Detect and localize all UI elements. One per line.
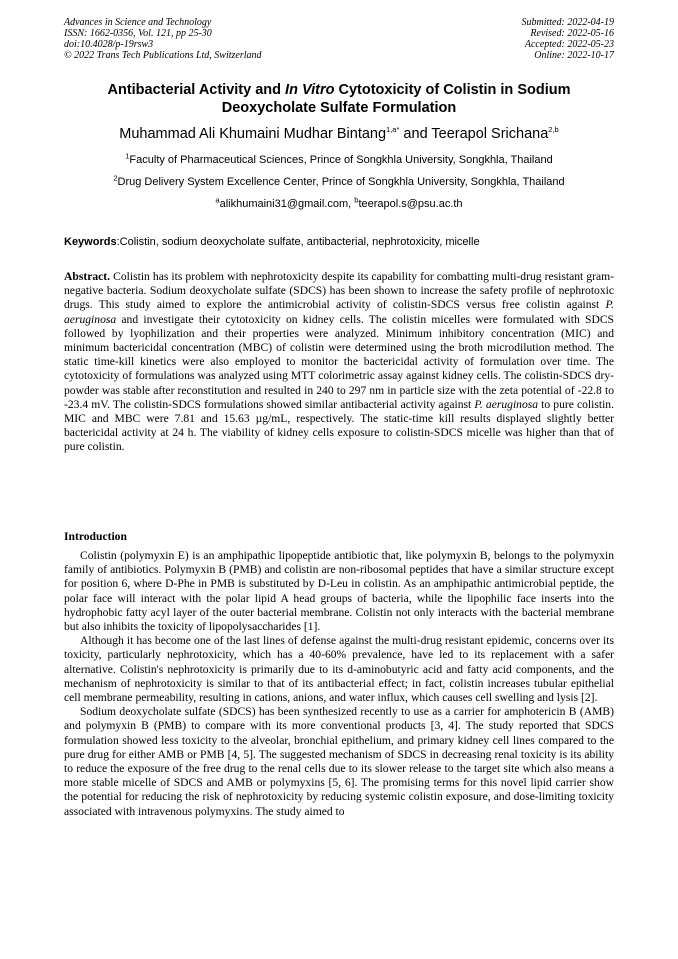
paper-title xyxy=(60,81,618,117)
journal-header xyxy=(64,17,262,61)
author-2: Teerapol Srichana xyxy=(431,126,549,142)
journal-doi: doi:10.4028/p-19rsw3 xyxy=(64,39,154,50)
abstract-species-2: P. aeruginosa xyxy=(474,397,539,411)
abstract-species-1: P. aeruginosa xyxy=(64,298,614,326)
date-submitted: Submitted: 2022-04-19 xyxy=(521,17,614,28)
abstract-text-3: to pure colistin. MIC and MBC were 7.81 and 15.63 µg/mL, respectively. The static-time kill results displayed slightly better bactericidal activity at 24 h. The viability of kidney cells exposure to colistin-SDCS micelle was higher than that of pure colistin. xyxy=(64,397,614,454)
author-2-affil: 2,b xyxy=(548,125,559,135)
intro-paragraph-1: Colistin (polymyxin E) is an amphipathic lipopeptide antibiotic that, like polymyxin B, belongs to the polymyxin family of antibiotics. Polymyxin B (PMB) and colistin are non-ribosomal peptides that have a similar structure except for position 6, where D-Phe in PMB is substituted by D-Leu in colistin. As an amphipathic antimicrobial peptide, the polar face will interact with the polar lipid A head groups of bacteria, while the lipophilic face inserts into the hydrophobic fatty acyl layer of the outer bacterial membrane. Colistin not only interacts with the bacterial membrane but also inhibits the toxicity of lipopolysaccharides [1]. xyxy=(64,549,614,634)
abstract-text-1: Colistin has its problem with nephrotoxicity despite its capability for combatting multi-drug resistant gram-negative bacteria. Sodium deoxycholate sulfate (SDCS) has been shown to increase the safety profile of nephrotoxic drugs. This study aimed to explore the antimicrobial activity of colistin-SDCS versus free colistin against xyxy=(64,270,614,312)
email-a-mark: a xyxy=(215,195,220,205)
author-connector: and xyxy=(399,126,432,142)
date-revised: Revised: 2022-05-16 xyxy=(530,28,614,39)
abstract xyxy=(64,270,614,455)
keywords-label: Keywords xyxy=(64,236,117,248)
affiliation-2-text: Drug Delivery System Excellence Center, Prince of Songkhla University, Songkhla, Thailand xyxy=(117,176,565,188)
title-part-2: Cytotoxicity of Colistin in Sodium Deoxycholate Sulfate Formulation xyxy=(221,82,571,116)
introduction-heading: Introduction xyxy=(64,530,127,543)
author-emails xyxy=(40,197,638,211)
affiliation-2-number: 2 xyxy=(113,173,118,183)
affiliation-1-text: Faculty of Pharmaceutical Sciences, Prince of Songkhla University, Songkhla, Thailand xyxy=(129,154,553,166)
intro-paragraph-2: Although it has become one of the last lines of defense against the multi-drug resistant epidemic, concerns over its toxicity, particularly nephrotoxicity, which has a 40-60% prevalence, have led to its replacement with a safer alternative. Colistin's nephrotoxicity is primarily due to its d-aminobutyric acid and fatty acid components, and the mechanism of nephrotoxicity is similar to that of its antibacterial effect; in fact, colistin increases tubular epithelial cell membrane permeability, resulting in cations, anions, and water influx, which causes cell swelling and lysis [2]. xyxy=(64,634,614,705)
keywords-text: Colistin, sodium deoxycholate sulfate, antibacterial, nephrotoxicity, micelle xyxy=(119,236,480,248)
affiliation-1-number: 1 xyxy=(125,151,130,161)
journal-issn: ISSN: 1662-0356, Vol. 121, pp 25-30 xyxy=(64,28,212,39)
journal-name: Advances in Science and Technology xyxy=(64,17,212,28)
introduction-body xyxy=(64,549,614,819)
email-a[interactable]: alikhumaini31@gmail.com, xyxy=(219,198,355,210)
corresponding-mark: * xyxy=(396,125,400,135)
title-part-1: Antibacterial Activity and xyxy=(107,82,286,98)
author-1: Muhammad Ali Khumaini Mudhar Bintang xyxy=(119,126,387,142)
author-1-affil: 1,a xyxy=(386,125,397,135)
email-b[interactable]: teerapol.s@psu.ac.th xyxy=(358,198,463,210)
date-online: Online: 2022-10-17 xyxy=(534,50,614,61)
intro-paragraph-3: Sodium deoxycholate sulfate (SDCS) has been synthesized recently to use as a carrier for amphotericin B (AMB) and polymyxin B (PMB) to compare with its more conventional products [3, 4]. The study reported that SDCS formulation showed less toxicity to the alveolar, bronchial epithelium, and primary kidney cell lines compared to the pure drug for either AMB or PMB [4, 5]. The suggested mechanism of SDCS in decreasing renal toxicity is its ability to reduce the exposure of the free drug to the renal cells due to its slower release to the target site which also means a more stable micelle of SDCS and AMB or polymyxins [5, 6]. The promising terms for this novel lipid carrier show the potential for reducing the risk of nephrotoxicity by reducing systemic colistin exposure, and dose-limiting toxicity associated with intravenous polymyxins. The study aimed to xyxy=(64,705,614,818)
date-accepted: Accepted: 2022-05-23 xyxy=(524,39,614,50)
abstract-label: Abstract. xyxy=(64,270,111,283)
keywords-separator: : xyxy=(116,236,120,248)
affiliation-2 xyxy=(40,175,638,189)
dates-header xyxy=(522,17,615,61)
title-italic: In Vitro xyxy=(285,82,335,98)
affiliation-1 xyxy=(40,153,638,167)
abstract-text-2: and investigate their cytotoxicity on kidney cells. The colistin micelles were formulated with SDCS followed by lyophilization and their properties were analyzed. Minimum inhibitory concentration (MIC) and minimum bactericidal concentration (MBC) of colistin were determined using the broth microdilution method. The static time-kill kinetics were also employed to monitor the bactericidal activity of formulation over time. The cytotoxicity of formulations was analyzed using MTT colorimetric assay against kidney cells. The colistin-SDCS dry-powder was stable after reconstitution and resulted in 240 to 297 nm in particle size with the zeta potential of -22.8 to -23.4 mV. The colistin-SDCS formulations showed similar antibacterial activity against xyxy=(64,312,614,411)
keywords xyxy=(64,235,616,249)
author-line xyxy=(40,125,638,143)
journal-copyright: © 2022 Trans Tech Publications Ltd, Switzerland xyxy=(64,50,262,61)
email-b-mark: b xyxy=(354,195,359,205)
